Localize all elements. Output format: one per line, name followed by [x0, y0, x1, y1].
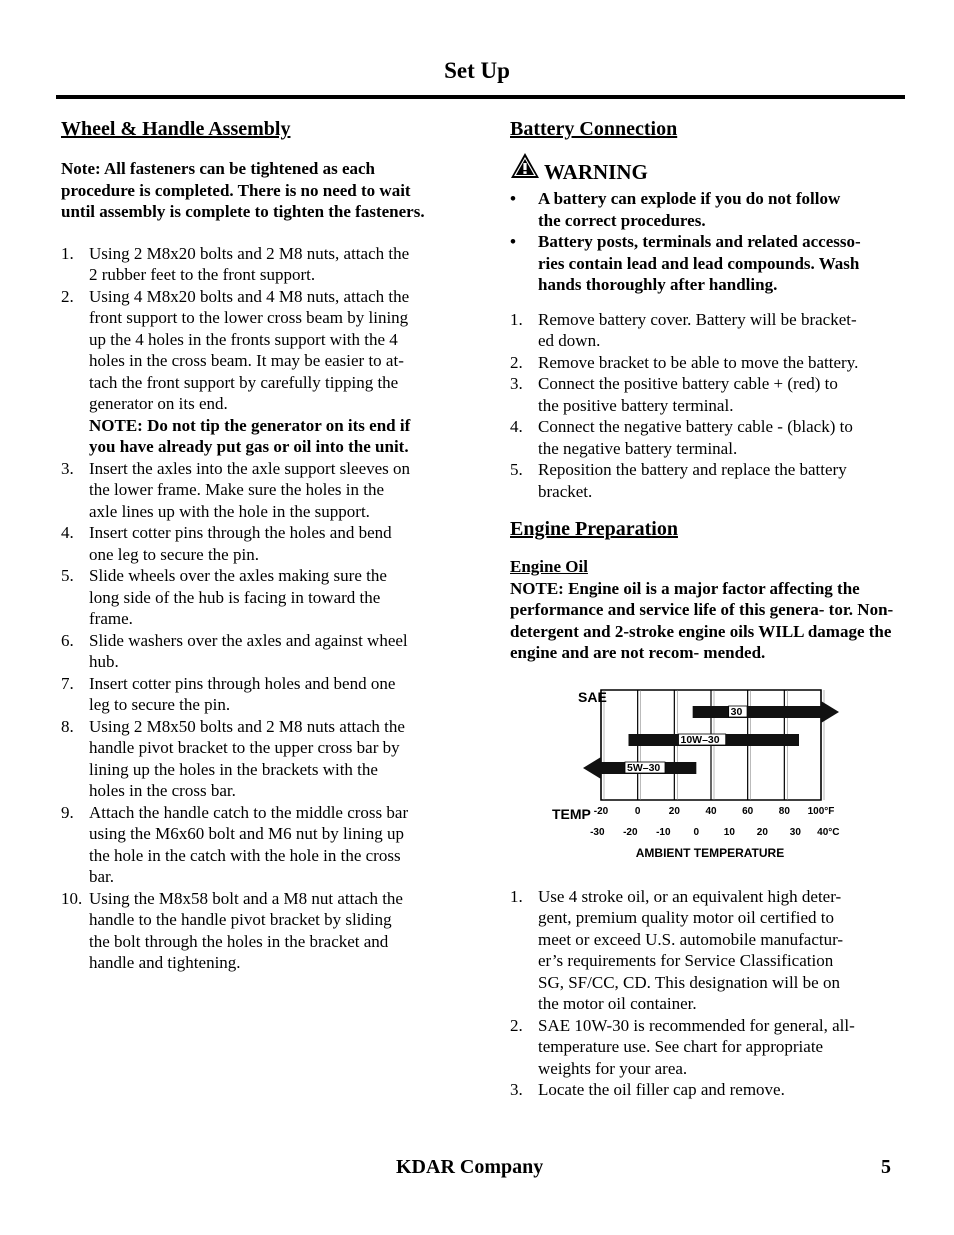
step-number: 7. — [61, 673, 74, 693]
sae-label: SAE — [578, 688, 607, 705]
bullet-icon: • — [510, 232, 516, 251]
c-tick-label: -10 — [656, 826, 671, 838]
f-tick-label: 40 — [705, 805, 717, 817]
step-text-line: Reposition the battery and replace the battery — [538, 460, 847, 479]
engine-oil-note: NOTE: Engine oil is a major factor affecting the performance and service life of this genera- tor. Non-detergent and 2-stroke engine oils WILL damage the engine and are not recom- mended. — [510, 578, 894, 662]
oil-chart-svg — [532, 682, 852, 868]
step-text-line: long side of the hub is facing in toward the — [89, 587, 381, 607]
list-item — [61, 565, 447, 630]
step-text-line: the bolt through the holes in the bracket and — [89, 931, 389, 951]
c-tick-label: 40°C — [817, 826, 840, 838]
c-tick-label: -20 — [623, 826, 638, 838]
warning-text-line: A battery can explode if you do not follow — [538, 189, 841, 208]
arrow-left-icon — [583, 757, 601, 779]
step-text-line: ed down. — [538, 331, 601, 350]
step-number: 4. — [61, 523, 74, 542]
step-text-line: SG, SF/CC, CD. This designation will be on — [538, 972, 840, 992]
list-item — [510, 459, 894, 502]
step-text-line: handle pivot bracket to the upper cross bar by — [89, 738, 400, 757]
step-text-line: the lower frame. Make sure the holes in the — [89, 480, 385, 499]
step-text-line: 2 rubber feet to the front support. — [89, 265, 316, 284]
list-item — [510, 352, 894, 374]
step-text-line: generator on its end. — [89, 394, 228, 413]
warning-text-line: ries contain lead and lead compounds. Wash — [538, 253, 860, 273]
step-text-line: Slide washers over the axles and against wheel — [89, 630, 408, 650]
title-rule — [56, 95, 905, 99]
f-tick-label: 0 — [634, 805, 641, 817]
list-item — [510, 373, 894, 416]
list-item — [510, 886, 894, 1015]
step-text-line: frame. — [89, 609, 133, 628]
step-text-line: one leg to secure the pin. — [89, 544, 259, 564]
bar-label: 30 — [730, 705, 743, 718]
engine-oil-heading: Engine Oil — [510, 557, 588, 576]
step-number: 5. — [61, 566, 74, 585]
page-title: Set Up — [444, 58, 510, 83]
c-tick-label: 20 — [756, 826, 768, 838]
step-text-line: Insert the axles into the axle support sleeves on — [89, 458, 411, 478]
bar-label: 10W–30 — [680, 733, 720, 746]
step-number: 1. — [510, 309, 523, 329]
c-tick-label: 30 — [789, 826, 801, 838]
bullet-icon: • — [510, 189, 516, 208]
list-item — [61, 888, 447, 974]
step-number: 9. — [61, 802, 74, 822]
engine-prep-heading: Engine Preparation — [510, 518, 678, 540]
step-text-line: Connect the negative battery cable - (black) to — [538, 417, 853, 436]
f-tick-label: -20 — [593, 805, 609, 817]
warning-header — [510, 152, 894, 184]
warning-item — [510, 188, 894, 231]
step-number: 2. — [510, 352, 523, 372]
step-text-line: Remove battery cover. Battery will be bracket- — [538, 309, 857, 329]
step-text-line: holes in the cross bar. — [89, 781, 236, 800]
list-item — [61, 673, 447, 716]
step-note-line: you have already put gas or oil into the unit. — [89, 437, 409, 456]
step-number: 3. — [61, 458, 74, 478]
step-text-line: Use 4 stroke oil, or an equivalent high deter- — [538, 886, 842, 906]
ambient-temperature-label: AMBIENT TEMPERATURE — [635, 845, 785, 860]
step-text-line: handle and tightening. — [89, 953, 241, 972]
list-item — [510, 416, 894, 459]
f-tick-label: 60 — [742, 805, 754, 817]
step-text-line: front support to the lower cross beam by lining — [89, 308, 409, 327]
battery-steps — [510, 309, 894, 503]
step-text-line: hub. — [89, 652, 119, 671]
step-text-line: the hole in the catch with the hole in the cross — [89, 845, 401, 865]
step-text-line: Using 2 M8x50 bolts and 2 M8 nuts attach the — [89, 716, 405, 736]
step-number: 2. — [61, 286, 74, 306]
c-tick-label: 0 — [693, 826, 700, 838]
list-item — [61, 286, 447, 458]
step-text-line: Locate the oil filler cap and remove. — [538, 1080, 785, 1099]
list-item — [61, 522, 447, 565]
step-number: 6. — [61, 630, 74, 650]
step-number: 1. — [510, 886, 523, 906]
step-text-line: weights for your area. — [538, 1058, 688, 1078]
step-number: 8. — [61, 716, 74, 736]
right-column — [510, 116, 894, 1101]
warning-triangle-icon — [510, 152, 540, 184]
warning-item — [510, 231, 894, 296]
step-text-line: Using 2 M8x20 bolts and 2 M8 nuts, attach the — [89, 243, 410, 263]
step-text-line: the positive battery terminal. — [538, 395, 734, 415]
f-tick-label: 80 — [778, 805, 790, 817]
step-number: 3. — [510, 1080, 523, 1099]
step-text-line: bar. — [89, 867, 115, 886]
list-item — [61, 630, 447, 673]
step-text-line: Using the M8x58 bolt and a M8 nut attach the — [89, 888, 403, 908]
temp-label: TEMP — [552, 805, 591, 822]
step-number: 10. — [61, 888, 83, 908]
footer-company: KDAR Company — [396, 1156, 544, 1178]
step-text-line: axle lines up with the hole in the support. — [89, 501, 370, 521]
assembly-steps — [61, 243, 447, 974]
list-item — [61, 458, 447, 523]
f-tick-label: 100°F — [807, 805, 835, 817]
step-text-line: lining up the holes in the brackets with the — [89, 759, 378, 779]
c-tick-label: -30 — [590, 826, 605, 838]
oil-steps — [510, 886, 894, 1101]
step-text-line: er’s requirements for Service Classification — [538, 951, 834, 970]
step-text-line: Connect the positive battery cable + (red) to — [538, 374, 838, 393]
battery-warnings — [510, 188, 894, 296]
warning-label: WARNING — [544, 160, 648, 184]
step-text-line: the negative battery terminal. — [538, 438, 738, 458]
step-number: 2. — [510, 1015, 523, 1035]
page-number: 5 — [881, 1156, 891, 1178]
step-text-line: leg to secure the pin. — [89, 695, 231, 714]
list-item — [510, 309, 894, 352]
step-number: 4. — [510, 417, 523, 436]
step-text-line: bracket. — [538, 481, 593, 501]
step-text-line: gent, premium quality motor oil certified to — [538, 908, 835, 927]
step-text-line: Remove bracket to be able to move the battery. — [538, 352, 859, 372]
step-note-line: NOTE: Do not tip the generator on its end if — [89, 415, 411, 435]
warning-text-line: Battery posts, terminals and related accesso- — [538, 232, 861, 251]
oil-viscosity-chart — [532, 682, 852, 868]
step-text-line: holes in the cross beam. It may be easier to at- — [89, 351, 404, 370]
list-item — [510, 1015, 894, 1080]
bar-label: 5W–30 — [627, 761, 661, 774]
arrow-right-icon — [821, 701, 839, 723]
list-item — [61, 802, 447, 888]
fastener-note: Note: All fasteners can be tightened as each procedure is completed. There is no need to wait until assembly is complete to tighten the fasteners. — [61, 159, 425, 221]
step-text-line: the motor oil container. — [538, 994, 697, 1013]
c-tick-label: 10 — [723, 826, 735, 838]
wheel-handle-heading: Wheel & Handle Assembly — [61, 118, 291, 140]
step-text-line: meet or exceed U.S. automobile manufactur- — [538, 929, 844, 949]
step-text-line: up the 4 holes in the fronts support with the 4 — [89, 329, 398, 349]
step-text-line: Using 4 M8x20 bolts and 4 M8 nuts, attach the — [89, 286, 410, 306]
left-column — [61, 116, 447, 974]
step-text-line: Attach the handle catch to the middle cross bar — [89, 802, 409, 822]
warning-text-line: hands thoroughly after handling. — [538, 275, 778, 294]
bar-0 — [693, 706, 821, 718]
step-text-line: handle to the handle pivot bracket by sliding — [89, 910, 392, 929]
step-number: 3. — [510, 374, 523, 393]
step-text-line: Slide wheels over the axles making sure the — [89, 566, 387, 585]
step-text-line: Insert cotter pins through the holes and bend — [89, 523, 392, 542]
step-number: 1. — [61, 243, 74, 263]
list-item — [61, 716, 447, 802]
step-number: 5. — [510, 460, 523, 479]
warning-text-line: the correct procedures. — [538, 210, 706, 230]
step-text-line: SAE 10W-30 is recommended for general, all- — [538, 1015, 855, 1035]
step-text-line: using the M6x60 bolt and M6 nut by lining up — [89, 824, 404, 843]
f-tick-label: 20 — [668, 805, 680, 817]
list-item — [61, 243, 447, 286]
step-text-line: tach the front support by carefully tipping the — [89, 372, 399, 392]
battery-heading: Battery Connection — [510, 118, 678, 140]
step-text-line: Insert cotter pins through holes and bend one — [89, 673, 396, 693]
step-text-line: temperature use. See chart for appropriate — [538, 1037, 824, 1056]
list-item — [510, 1079, 894, 1101]
